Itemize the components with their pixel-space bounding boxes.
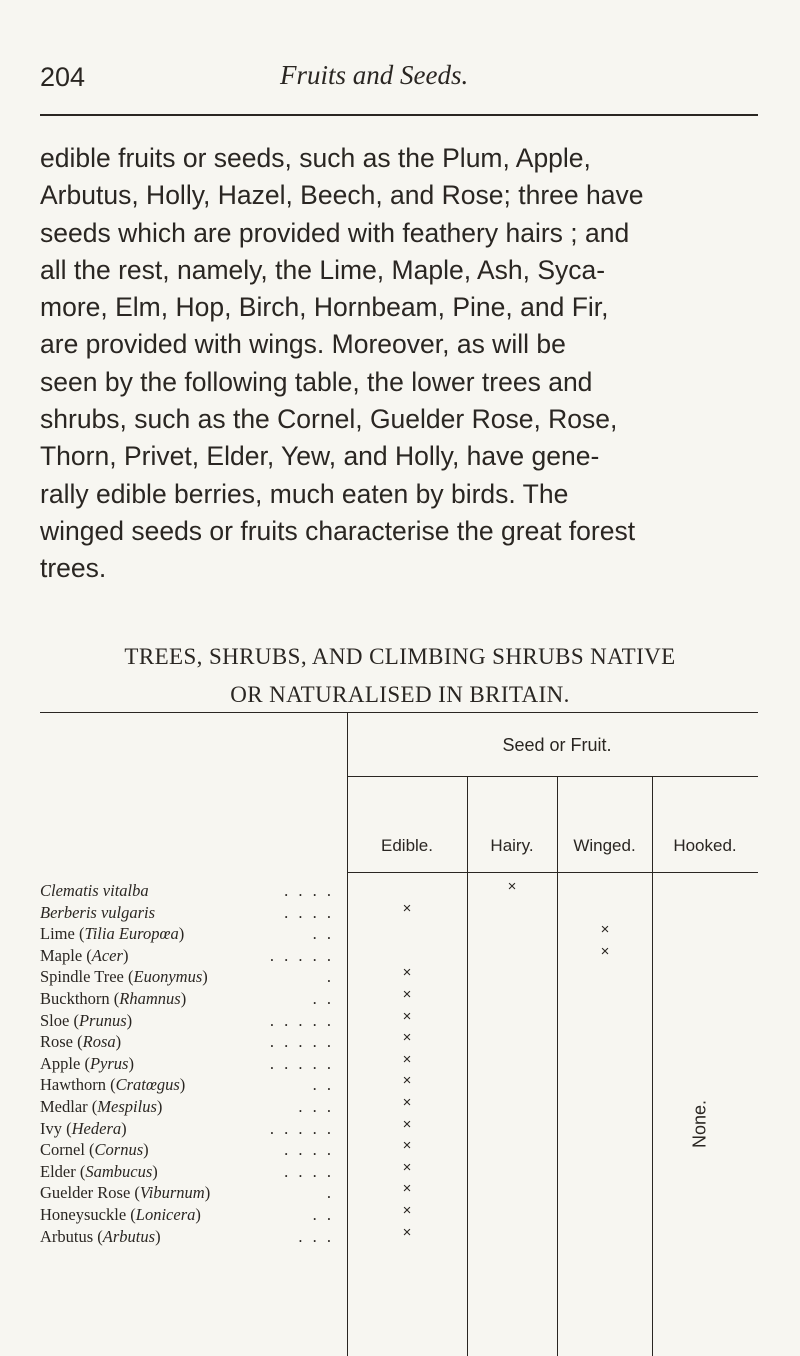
table-row-label: Hawthorn (Cratœgus) . . xyxy=(40,1075,334,1095)
common-name: Buckthorn xyxy=(40,989,110,1008)
mark-edible: × xyxy=(402,1050,412,1068)
column-header-rule xyxy=(347,872,758,873)
common-name: Medlar xyxy=(40,1097,88,1116)
leader-dots: . . . . . xyxy=(269,1032,334,1052)
latin-name: Clematis vitalba xyxy=(40,881,149,900)
mark-winged: × xyxy=(600,921,610,939)
column-header-winged: Winged. xyxy=(573,836,636,855)
latin-name: Lonicera xyxy=(135,1205,196,1224)
column-header-hairy: Hairy. xyxy=(490,836,534,855)
mark-edible: × xyxy=(402,964,412,982)
leader-dots: . . xyxy=(312,989,334,1008)
table-row-label: Medlar (Mespilus) . . . xyxy=(40,1097,334,1116)
common-name: Spindle Tree xyxy=(40,967,124,987)
latin-name: Rosa xyxy=(82,1032,116,1052)
column-header-edible: Edible. xyxy=(381,836,433,855)
leader-dots: . xyxy=(326,1183,334,1203)
latin-name: Hedera xyxy=(71,1118,122,1138)
mark-edible: × xyxy=(402,1029,412,1047)
leader-dots: . . . xyxy=(298,1226,334,1246)
mark-edible: × xyxy=(402,1115,412,1133)
label-column-divider xyxy=(347,712,348,1356)
paragraph-line: shrubs, such as the Cornel, Guelder Rose, Rose, xyxy=(40,404,618,435)
caption-line-1: TREES, SHRUBS, AND CLIMBING SHRUBS NATIVE xyxy=(124,644,676,669)
paragraph-line: Arbutus, Holly, Hazel, Beech, and Rose; three have xyxy=(40,180,644,211)
paragraph-line: seeds which are provided with feathery hairs ; and xyxy=(40,217,630,248)
leader-dots: . . . . . xyxy=(269,1118,334,1138)
mark-edible: × xyxy=(402,986,412,1003)
column-header-hooked: Hooked. xyxy=(673,836,737,855)
body-paragraph xyxy=(40,140,762,588)
mark-edible: × xyxy=(402,1072,412,1090)
common-name: Hawthorn xyxy=(40,1075,106,1095)
common-name: Elder xyxy=(40,1161,76,1181)
paragraph-line: trees. xyxy=(40,553,107,584)
mark-edible: × xyxy=(402,1137,412,1155)
table-row-label: Apple (Pyrus) . . . . . xyxy=(40,1053,334,1073)
edible-hairy-divider xyxy=(467,776,468,1356)
paragraph-line: Thorn, Privet, Elder, Yew, and Holly, have gene- xyxy=(40,441,600,472)
leader-dots: . xyxy=(326,967,334,987)
latin-name: Rhamnus xyxy=(119,989,181,1008)
mark-edible: × xyxy=(402,1158,412,1176)
latin-name: Euonymus xyxy=(133,967,203,987)
paragraph-line: seen by the following table, the lower trees and xyxy=(40,366,593,397)
header-rule xyxy=(40,114,758,116)
leader-dots: . . . . xyxy=(284,881,334,900)
common-name: Honeysuckle xyxy=(40,1205,127,1224)
latin-name: Cornus xyxy=(94,1140,144,1160)
latin-name: Arbutus xyxy=(102,1226,156,1246)
hairy-winged-divider xyxy=(557,776,558,1356)
latin-name: Cratœgus xyxy=(115,1075,180,1095)
caption-line-2: OR NATURALISED IN BRITAIN. xyxy=(230,682,570,707)
page-number: 204 xyxy=(40,62,86,92)
table-row-label: Sloe (Prunus) . . . . . xyxy=(40,1010,334,1030)
mark-winged: × xyxy=(600,942,610,960)
leader-dots: . . . . xyxy=(284,1140,334,1160)
common-name: Lime xyxy=(40,924,75,944)
mark-edible: × xyxy=(402,1223,412,1241)
leader-dots: . . . . . xyxy=(269,1053,334,1073)
table-row-label: Ivy (Hedera) . . . . . xyxy=(40,1118,334,1138)
table-row-label: Spindle Tree (Euonymus) . xyxy=(40,967,334,987)
leader-dots: . . xyxy=(312,924,334,944)
leader-dots: . . xyxy=(312,1205,334,1224)
table-row-label xyxy=(40,881,340,901)
table-row-label xyxy=(40,903,340,923)
hooked-none-label: None. xyxy=(689,1099,710,1149)
common-name: Cornel xyxy=(40,1140,85,1160)
table-row-label: Guelder Rose (Viburnum) . xyxy=(40,1183,334,1203)
leader-dots: . . xyxy=(312,1075,334,1095)
common-name: Sloe xyxy=(40,1010,70,1030)
table-row-label: Arbutus (Arbutus) . . . xyxy=(40,1226,334,1246)
table-top-rule xyxy=(40,712,758,713)
common-name: Guelder Rose xyxy=(40,1183,131,1203)
common-name: Ivy xyxy=(40,1118,62,1138)
mark-edible: × xyxy=(402,899,412,917)
latin-name: Sambucus xyxy=(85,1161,153,1181)
mark-edible: × xyxy=(402,1007,412,1025)
paragraph-line: are provided with wings. Moreover, as will be xyxy=(40,329,566,360)
latin-name: Acer xyxy=(91,945,123,965)
table-row-label: Buckthorn (Rhamnus) . . xyxy=(40,989,334,1008)
common-name: Apple xyxy=(40,1053,81,1073)
table-row-label: Elder (Sambucus) . . . . xyxy=(40,1161,334,1181)
paragraph-line: all the rest, namely, the Lime, Maple, Ash, Syca- xyxy=(40,254,606,285)
mark-edible: × xyxy=(402,1202,412,1219)
table-row-label: Maple (Acer) . . . . . xyxy=(40,945,334,965)
common-name: Arbutus xyxy=(40,1226,94,1246)
common-name: Maple xyxy=(40,945,83,965)
paragraph-line: more, Elm, Hop, Birch, Hornbeam, Pine, and Fir, xyxy=(40,292,609,323)
latin-name: Pyrus xyxy=(89,1053,129,1073)
table-row-label: Cornel (Cornus) . . . . xyxy=(40,1140,334,1160)
table-row-label: Honeysuckle (Lonicera) . . xyxy=(40,1205,334,1224)
leader-dots: . . . . xyxy=(284,902,334,922)
paragraph-line: rally edible berries, much eaten by birds. The xyxy=(40,478,569,509)
leader-dots: . . . xyxy=(298,1097,334,1116)
running-title: Fruits and Seeds. xyxy=(280,60,469,90)
group-header-rule xyxy=(347,776,758,777)
mark-hairy: × xyxy=(507,878,517,895)
mark-edible: × xyxy=(402,1180,412,1198)
latin-name: Prunus xyxy=(78,1010,127,1030)
mark-edible: × xyxy=(402,1094,412,1111)
leader-dots: . . . . . xyxy=(269,945,334,965)
table-row-label: Lime (Tilia Europœa) . . xyxy=(40,924,334,944)
seed-or-fruit-header: Seed or Fruit. xyxy=(502,735,612,755)
leader-dots: . . . . . xyxy=(269,1010,334,1030)
common-name: Rose xyxy=(40,1032,73,1052)
paragraph-line: winged seeds or fruits characterise the great forest xyxy=(40,515,636,546)
paragraph-line: edible fruits or seeds, such as the Plum, Apple, xyxy=(40,143,591,173)
leader-dots: . . . . xyxy=(284,1161,334,1181)
latin-name: Tilia Europœa xyxy=(84,924,179,944)
winged-hooked-divider xyxy=(652,776,653,1356)
latin-name: Viburnum xyxy=(139,1183,205,1203)
latin-name: Berberis vulgaris xyxy=(40,902,156,922)
latin-name: Mespilus xyxy=(97,1097,157,1116)
table-row-label: Rose (Rosa) . . . . . xyxy=(40,1032,334,1052)
table-caption xyxy=(0,638,800,714)
